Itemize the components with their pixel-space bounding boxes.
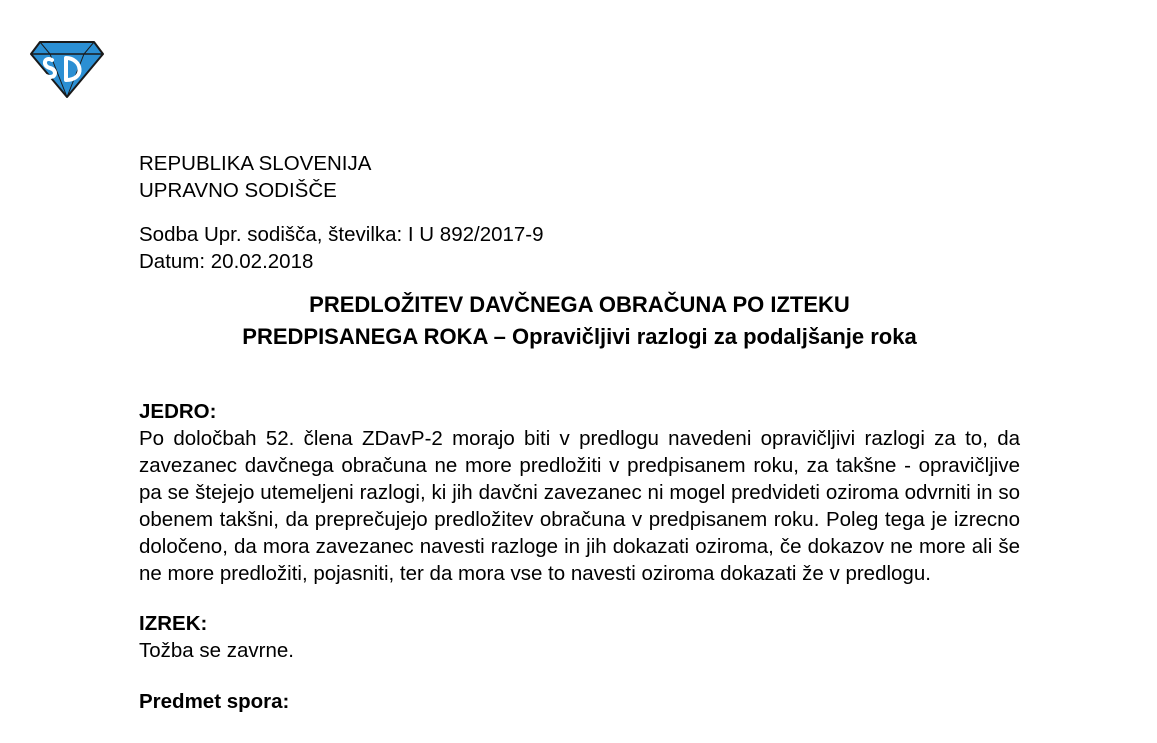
header-court: UPRAVNO SODIŠČE [139, 179, 337, 202]
jedro-heading: JEDRO: [139, 400, 217, 423]
case-number: Sodba Upr. sodišča, številka: I U 892/2017-9 [139, 223, 544, 246]
header-republic: REPUBLIKA SLOVENIJA [139, 152, 372, 175]
predmet-heading: Predmet spora: [139, 690, 290, 713]
decision-date: Datum: 20.02.2018 [139, 250, 314, 273]
izrek-text: Tožba se zavrne. [139, 639, 294, 662]
title-line-1: PREDLOŽITEV DAVČNEGA OBRAČUNA PO IZTEKU [309, 292, 850, 317]
izrek-heading: IZREK: [139, 612, 208, 635]
document-body [139, 150, 1020, 715]
title-line-2: PREDPISANEGA ROKA – Opravičljivi razlogi za podaljšanje roka [242, 324, 917, 349]
jedro-text: Po določbah 52. člena ZDavP-2 morajo biti v predlogu navedeni opravičljivi razlogi za to, da zavezanec davčnega obračuna ne more predložiti v predpisanem roku, za takšne - opravičljive pa se štejejo utemeljeni razlogi, ki jih davčni zavezanec ni mogel predvideti oziroma odvrniti in so obenem takšni, da preprečujejo predložitev obračuna v predpisanem roku. Poleg tega je izrecno določeno, da mora zavezanec navesti razloge in jih dokazati oziroma, če dokazov ne more ali še ne more predložiti, pojasniti, ter da mora vse to navesti oziroma dokazati že v predlogu. [139, 427, 1020, 585]
sd-diamond-logo-icon [30, 40, 104, 98]
document-title [139, 289, 1020, 353]
